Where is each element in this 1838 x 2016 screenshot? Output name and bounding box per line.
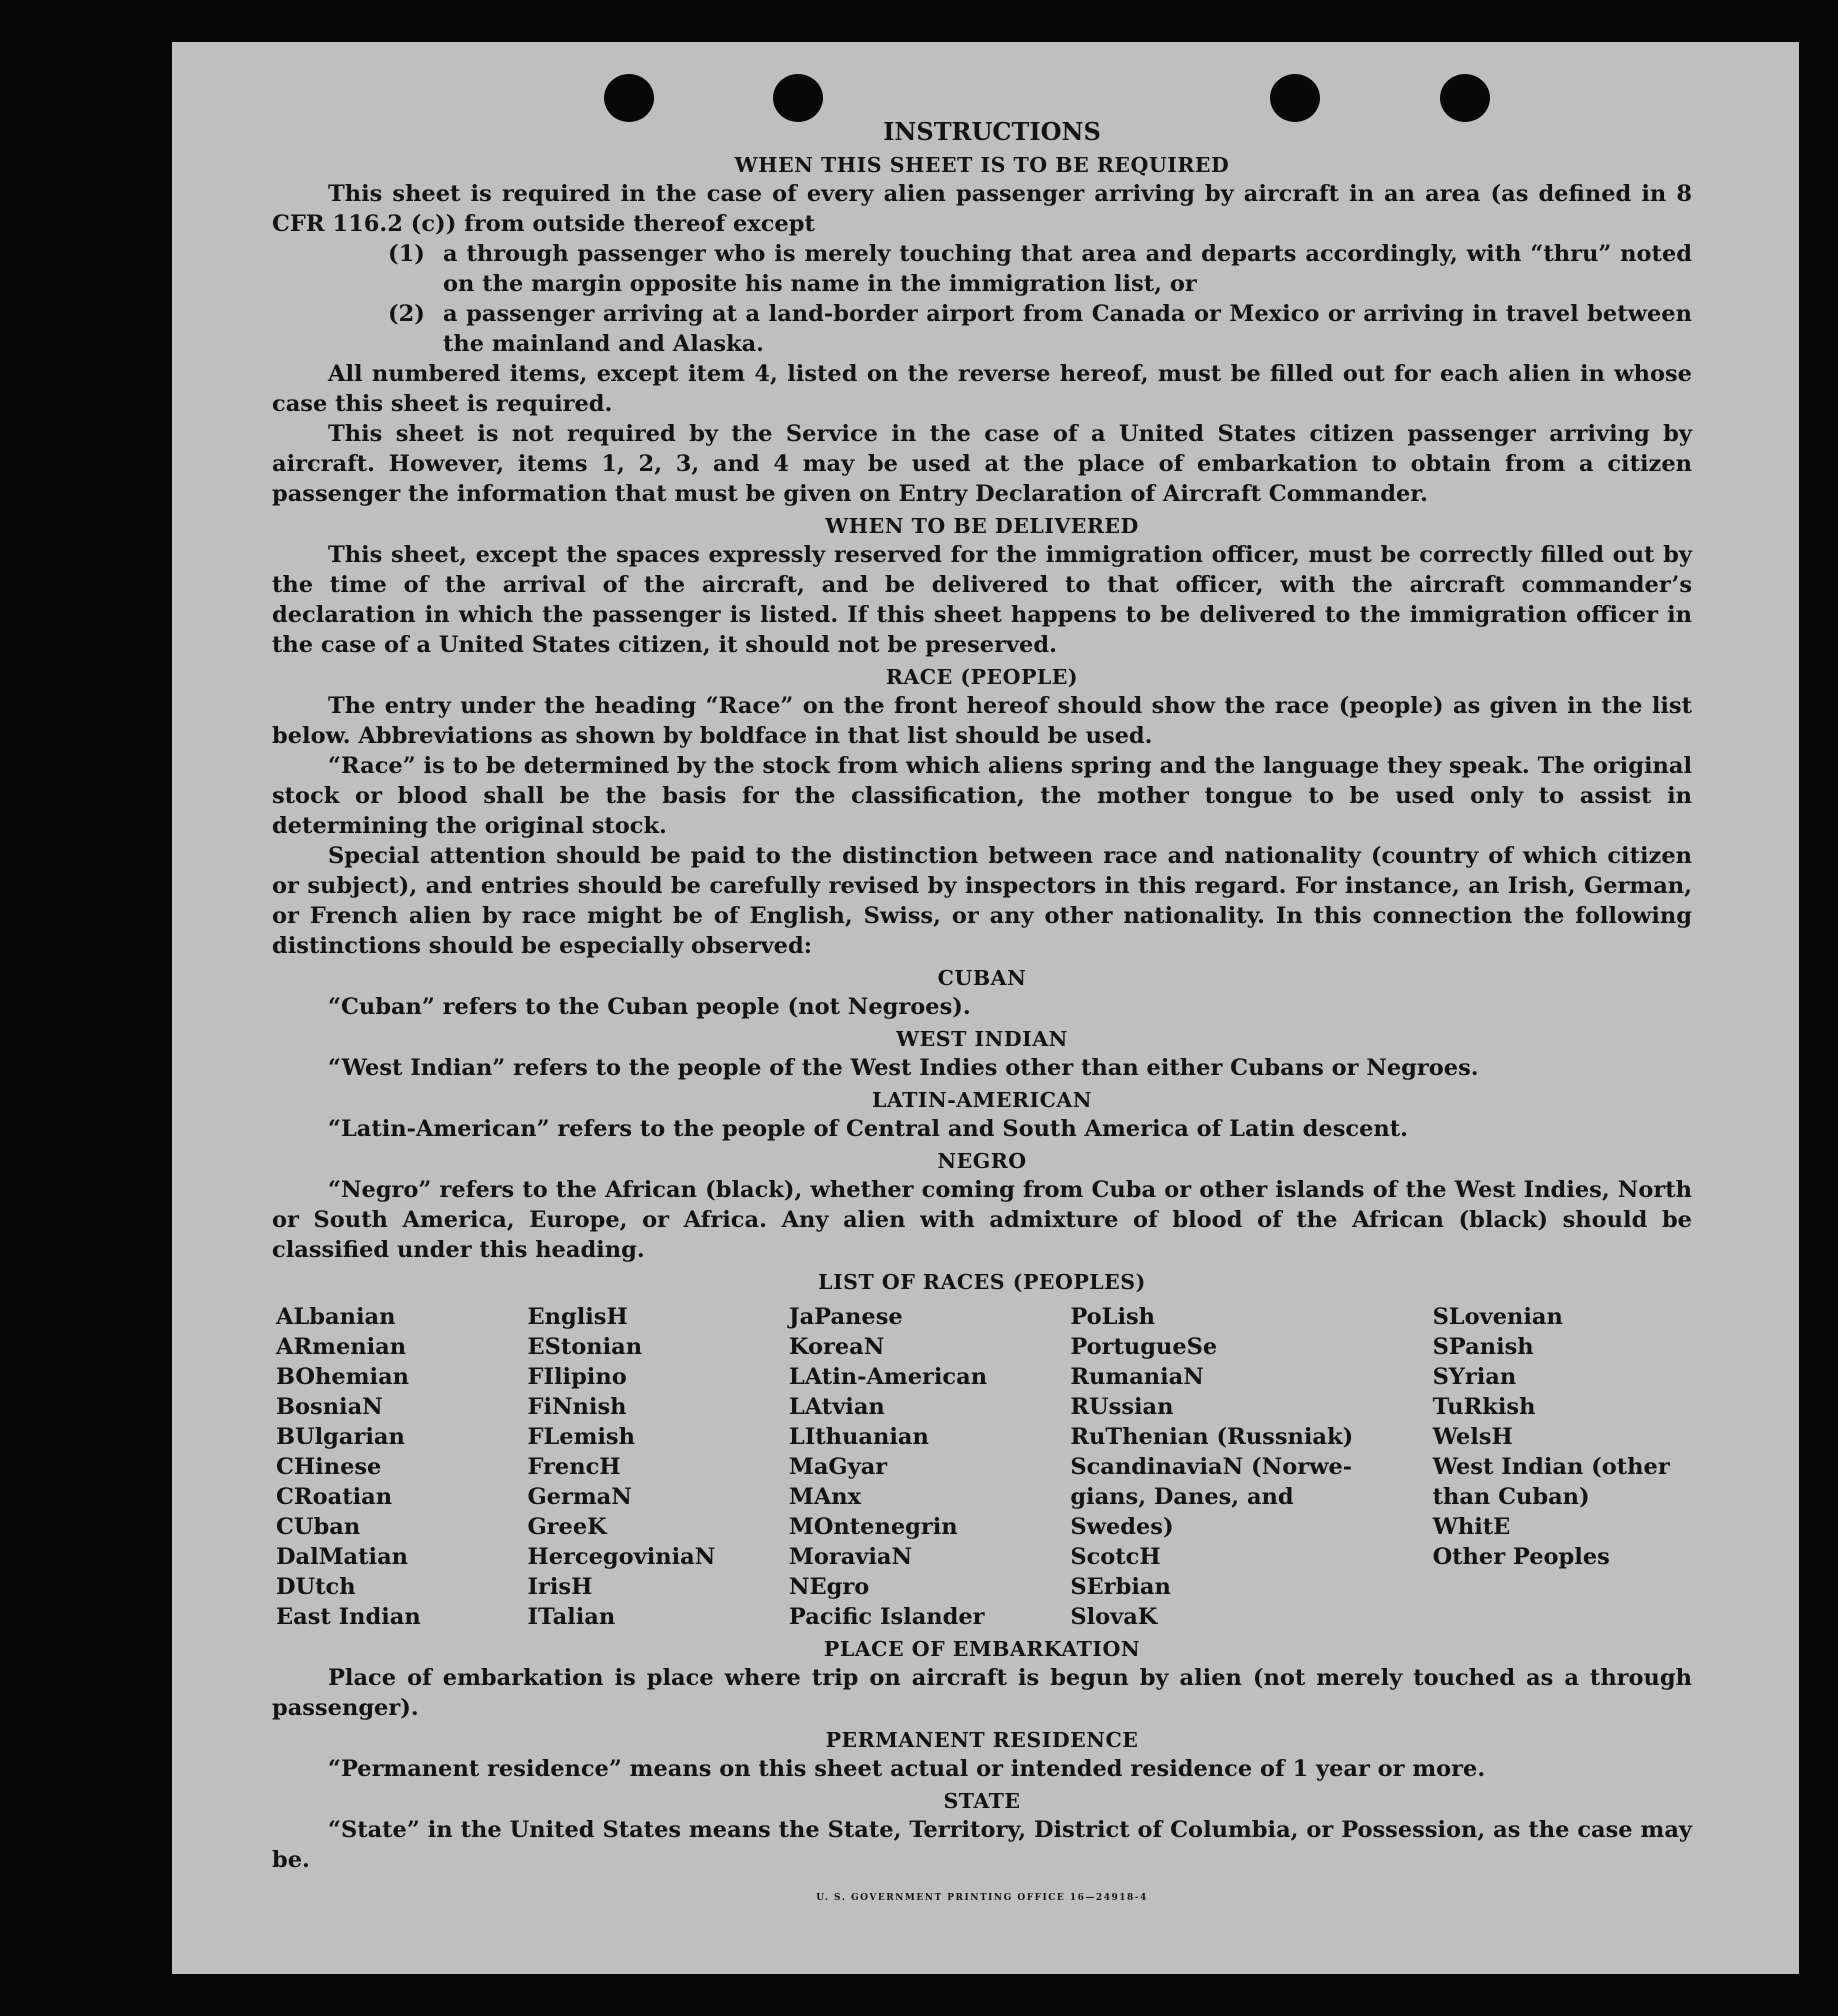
race-entry: ITalian (527, 1604, 616, 1630)
race-entry: HercegoviniaN (527, 1544, 716, 1570)
section-heading: STATE (943, 1789, 1021, 1813)
race-entry: FiNnish (527, 1394, 627, 1420)
race-entry: JaPanese (788, 1304, 903, 1330)
race-entry: FrencH (527, 1454, 621, 1480)
races-column (527, 1302, 788, 1632)
race-entry: GreeK (527, 1514, 607, 1540)
race-entry: CUban (276, 1514, 361, 1540)
race-entry: SLovenian (1432, 1304, 1563, 1330)
race-entry: NEgro (788, 1574, 870, 1600)
race-entry: CHinese (276, 1454, 382, 1480)
race-entry: East Indian (276, 1604, 421, 1630)
race-entry: LIthuanian (788, 1424, 929, 1450)
race-entry: WhitE (1432, 1514, 1511, 1540)
section-heading: WEST INDIAN (896, 1027, 1068, 1051)
document-sheet (172, 42, 1799, 1974)
section-heading: PLACE OF EMBARKATION (823, 1637, 1141, 1661)
instructions-content (272, 116, 1692, 1913)
races-column (1070, 1302, 1432, 1632)
section-heading: LATIN-AMERICAN (871, 1088, 1093, 1112)
paragraph: This sheet is not required by the Service in the case of a United States citizen passenger arriving by aircraft. However, items 1, 2, 3, and 4 may be used at the place of embarkation to obtain from a citizen passenger the information that must be given on Entry Declaration of Aircraft Commander. (272, 421, 1692, 507)
race-entry: WelsH (1432, 1424, 1513, 1450)
paragraph: Place of embarkation is place where trip on aircraft is begun by alien (not merely touched as a through passenger). (272, 1665, 1692, 1721)
race-entry: KoreaN (788, 1334, 885, 1360)
list-item (272, 299, 1692, 359)
paragraph: “Race” is to be determined by the stock from which aliens spring and the language they speak. The original stock or blood shall be the basis for the classification, the mother tongue to be used only to assist in determining the original stock. (272, 753, 1692, 839)
race-entry: SYrian (1432, 1364, 1517, 1390)
punch-hole (604, 74, 654, 122)
printer-imprint: U. S. GOVERNMENT PRINTING OFFICE 16—24918-4 (816, 1893, 1148, 1903)
race-entry: DUtch (276, 1574, 356, 1600)
race-entry: FIlipino (527, 1364, 627, 1390)
paragraph: “Cuban” refers to the Cuban people (not Negroes). (328, 994, 971, 1020)
race-entry: MaGyar (788, 1454, 888, 1480)
race-entry: SErbian (1070, 1574, 1171, 1600)
paragraph: This sheet, except the spaces expressly reserved for the immigration officer, must be correctly filled out by the time of the arrival of the aircraft, and be delivered to that officer, with the aircraft commander’s declaration in which the passenger is listed. If this sheet happens to be delivered to the immigration officer in the case of a United States citizen, it should not be preserved. (272, 542, 1692, 658)
page-title: INSTRUCTIONS (883, 117, 1101, 146)
race-entry: IrisH (527, 1574, 593, 1600)
paragraph: This sheet is required in the case of every alien passenger arriving by aircraft in an area (as defined in 8 CFR 116.2 (c)) from outside thereof except (272, 181, 1692, 237)
races-column (1433, 1302, 1692, 1632)
race-entry: EStonian (527, 1334, 643, 1360)
race-entry: SPanish (1432, 1334, 1534, 1360)
punch-hole (773, 74, 823, 122)
race-entry: PortugueSe (1070, 1334, 1218, 1360)
race-entry: FLemish (527, 1424, 635, 1450)
race-entry: Other Peoples (1432, 1544, 1610, 1570)
item-text: a through passenger who is merely touching that area and departs accordingly, with “thru” noted on the margin opposite his name in the immigration list, or (443, 241, 1692, 297)
paragraph: The entry under the heading “Race” on the front hereof should show the race (people) as given in the list below. Abbreviations as shown by boldface in that list should be used. (272, 693, 1692, 749)
race-entry: LAtin-American (788, 1364, 988, 1390)
race-entry: SlovaK (1070, 1604, 1158, 1630)
race-entry: TuRkish (1432, 1394, 1536, 1420)
race-entry: ALbanian (276, 1304, 396, 1330)
race-entry: ScandinaviaN (Norwe- (1070, 1454, 1353, 1480)
race-entry: MOntenegrin (788, 1514, 958, 1540)
section-heading: CUBAN (937, 966, 1027, 990)
paragraph: “State” in the United States means the State, Territory, District of Columbia, or Possession, as the case may be. (272, 1817, 1692, 1873)
section-heading: LIST OF RACES (PEOPLES) (818, 1270, 1146, 1294)
punch-hole (1270, 74, 1320, 122)
race-entry: DalMatian (276, 1544, 409, 1570)
section-heading: RACE (PEOPLE) (885, 665, 1079, 689)
race-entry: ARmenian (276, 1334, 407, 1360)
paragraph: Special attention should be paid to the distinction between race and nationality (country of which citizen or subject), and entries should be carefully revised by inspectors in this regard. For instance, an Irish, German, or French alien by race might be of English, Swiss, or any other nationality. In this connection the following distinctions should be especially observed: (272, 843, 1692, 959)
race-entry: RUssian (1070, 1394, 1174, 1420)
races-column (789, 1302, 1070, 1632)
race-entry: RumaniaN (1070, 1364, 1204, 1390)
race-entry: BOhemian (276, 1364, 410, 1390)
punch-hole (1440, 74, 1490, 122)
section-heading: NEGRO (937, 1149, 1027, 1173)
paragraph: All numbered items, except item 4, listed on the reverse hereof, must be filled out for each alien in whose case this sheet is required. (272, 361, 1692, 417)
item-number: (2) (388, 301, 425, 327)
race-entry: BosniaN (276, 1394, 383, 1420)
race-entry: CRoatian (276, 1484, 393, 1510)
race-entry: Pacific Islander (788, 1604, 985, 1630)
race-entry: EnglisH (527, 1304, 628, 1330)
race-entry: MAnx (788, 1484, 862, 1510)
section-heading: WHEN THIS SHEET IS TO BE REQUIRED (734, 153, 1230, 177)
race-entry: BUlgarian (276, 1424, 405, 1450)
race-entry: ScotcH (1070, 1544, 1161, 1570)
race-entry: Swedes) (1070, 1514, 1174, 1540)
race-entry: GermaN (527, 1484, 632, 1510)
paragraph: “West Indian” refers to the people of the West Indies other than either Cubans or Negroes. (328, 1055, 1479, 1081)
race-entry: MoraviaN (788, 1544, 913, 1570)
paragraph: “Negro” refers to the African (black), whether coming from Cuba or other islands of the West Indies, North or South America, Europe, or Africa. Any alien with admixture of blood of the African (black) should be classified under this heading. (272, 1177, 1692, 1263)
race-entry: gians, Danes, and (1070, 1484, 1294, 1510)
races-column (276, 1302, 527, 1632)
race-entry: RuThenian (Russniak) (1070, 1424, 1354, 1450)
paragraph: “Permanent residence” means on this sheet actual or intended residence of 1 year or more. (328, 1756, 1486, 1782)
races-list (272, 1302, 1692, 1632)
list-item (272, 239, 1692, 299)
race-entry: than Cuban) (1432, 1484, 1590, 1510)
paragraph: “Latin-American” refers to the people of Central and South America of Latin descent. (328, 1116, 1408, 1142)
race-entry: West Indian (other (1432, 1454, 1670, 1480)
item-number: (1) (388, 241, 425, 267)
section-heading: WHEN TO BE DELIVERED (825, 514, 1139, 538)
race-entry: LAtvian (788, 1394, 885, 1420)
section-heading: PERMANENT RESIDENCE (825, 1728, 1139, 1752)
race-entry: PoLish (1070, 1304, 1156, 1330)
item-text: a passenger arriving at a land-border airport from Canada or Mexico or arriving in travel between the mainland and Alaska. (443, 301, 1692, 357)
